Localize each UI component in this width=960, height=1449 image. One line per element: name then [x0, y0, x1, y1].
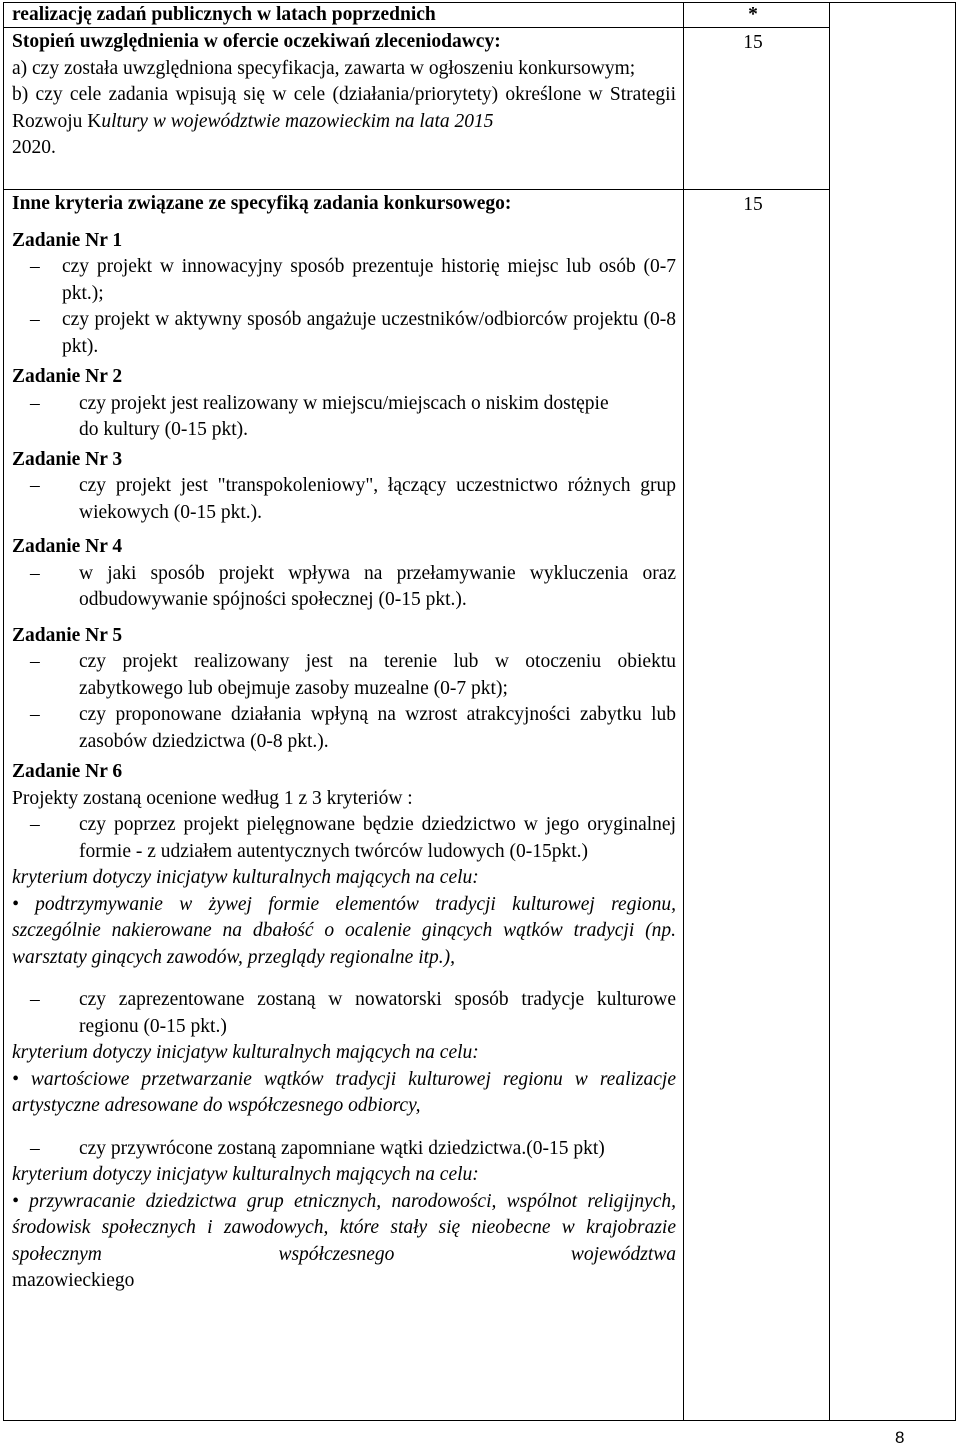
row3-title: Inne kryteria związane ze specyfiką zadania konkursowego: — [12, 193, 512, 214]
row3-content — [12, 191, 676, 1295]
row2-item-b-text: b) czy cele zadania wpisują się w cele (działania/priorytety) określone w Strategii Rozwoju K — [12, 84, 676, 132]
task6-intro: Projekty zostaną ocenione według 1 z 3 kryteriów : — [12, 787, 413, 809]
page-number: 8 — [895, 1428, 905, 1447]
task4-heading: Zadanie Nr 4 — [12, 536, 123, 557]
dash-marker: – — [30, 562, 40, 584]
task3-heading: Zadanie Nr 3 — [12, 448, 123, 470]
row3-score: 15 — [743, 194, 763, 215]
dash-marker: – — [30, 309, 40, 330]
task6-bullet: • podtrzymywanie w żywej formie elementów tradycji kulturowej regionu, szczególnie nakierowane na dbałość o ocalenie ginących wątków tradycji (np. warsztaty ginących zawodów, przeglądy regionalne itp.), — [12, 893, 676, 968]
dash-marker: – — [30, 704, 40, 725]
task2-item: – czy projekt jest realizowany w miejscu/miejscach o niskim dostępie — [12, 391, 676, 418]
row1-text: realizację zadań publicznych w latach poprzednich — [12, 4, 436, 25]
task6-bullet: • przywracanie dziedzictwa grup etnicznych, narodowości, wspólnot religijnych, środowisk społecznych i zawodowych, które stały się nieobecne w krajobrazie społecznym współczesnego województwa — [12, 1190, 676, 1265]
dash-marker: – — [30, 475, 40, 496]
task3-item: – czy projekt jest "transpokoleniowy", łączący uczestnictwo różnych grup wiekowych (0-15 pkt.). — [30, 475, 676, 523]
task2-item-cont: do kultury (0-15 pkt). — [79, 419, 248, 440]
row-divider-2 — [4, 189, 829, 190]
task2-heading: Zadanie Nr 2 — [12, 366, 123, 387]
task5-heading: Zadanie Nr 5 — [12, 624, 123, 646]
task6-criterion: kryterium dotyczy inicjatyw kulturalnych mających na celu: — [12, 1042, 479, 1063]
task1-item: – czy projekt w innowacyjny sposób prezentuje historię miejsc lub osób (0-7 pkt.); — [30, 256, 676, 304]
row2-item-b-end: 2020. — [12, 137, 56, 158]
task1-heading: Zadanie Nr 1 — [12, 229, 123, 251]
dash-marker: – — [30, 651, 40, 672]
task5-item: – czy proponowane działania wpłyną na wzrost atrakcyjności zabytku lub zasobów dziedzictwa (0-8 pkt.). — [30, 704, 676, 752]
row2-item-a: a) czy została uwzględniona specyfikacja, zawarta w ogłoszeniu konkursowym; — [12, 57, 636, 79]
evaluation-criteria-table — [3, 2, 956, 1421]
row2-score: 15 — [743, 32, 763, 53]
task5-item: – czy projekt realizowany jest na terenie lub w otoczeniu obiektu zabytkowego lub obejmuje zasoby muzealne (0-7 pkt); — [30, 651, 676, 699]
task6-item: – czy zaprezentowane zostaną w nowatorski sposób tradycje kulturowe regionu (0-15 pkt.) — [30, 989, 676, 1037]
row2-title: Stopień uwzględnienia w ofercie oczekiwań zleceniodawcy: — [12, 31, 501, 52]
row1-score: * — [748, 4, 758, 25]
row2-item-b-italic: ultury w województwie mazowieckim na lata 2015 — [101, 110, 494, 132]
task6-bullet-end: mazowieckiego — [12, 1270, 135, 1291]
dash-marker: – — [30, 392, 40, 414]
task6-item: – czy przywrócone zostaną zapomniane wątki dziedzictwa.(0-15 pkt) — [12, 1136, 676, 1163]
task6-criterion: kryterium dotyczy inicjatyw kulturalnych mających na celu: — [12, 867, 479, 888]
dash-marker: – — [30, 989, 40, 1010]
task6-criterion: kryterium dotyczy inicjatyw kulturalnych mających na celu: — [12, 1164, 479, 1185]
task6-bullet: • wartościowe przetwarzanie wątków tradycji kulturowej regionu w realizacje artystyczne adresowane do współczesnego odbiorcy, — [12, 1068, 676, 1116]
dash-marker: – — [30, 256, 40, 277]
row2-item-b — [12, 82, 676, 135]
task6-item: – czy poprzez projekt pielęgnowane będzie dziedzictwo w jego oryginalnej formie - z udziałem autentycznych twórców ludowych (0-15pkt.) — [30, 814, 676, 862]
task6-heading: Zadanie Nr 6 — [12, 761, 123, 782]
task1-item: – czy projekt w aktywny sposób angażuje uczestników/odbiorców projektu (0-8 pkt). — [30, 309, 676, 357]
task4-item: – w jaki sposób projekt wpływa na przełamywanie wykluczenia oraz odbudowywanie spójności społecznej (0-15 pkt.). — [30, 562, 676, 610]
column-divider-2 — [829, 3, 830, 1420]
row2-content — [12, 29, 676, 162]
dash-marker: – — [30, 814, 40, 835]
dash-marker: – — [30, 1137, 40, 1159]
